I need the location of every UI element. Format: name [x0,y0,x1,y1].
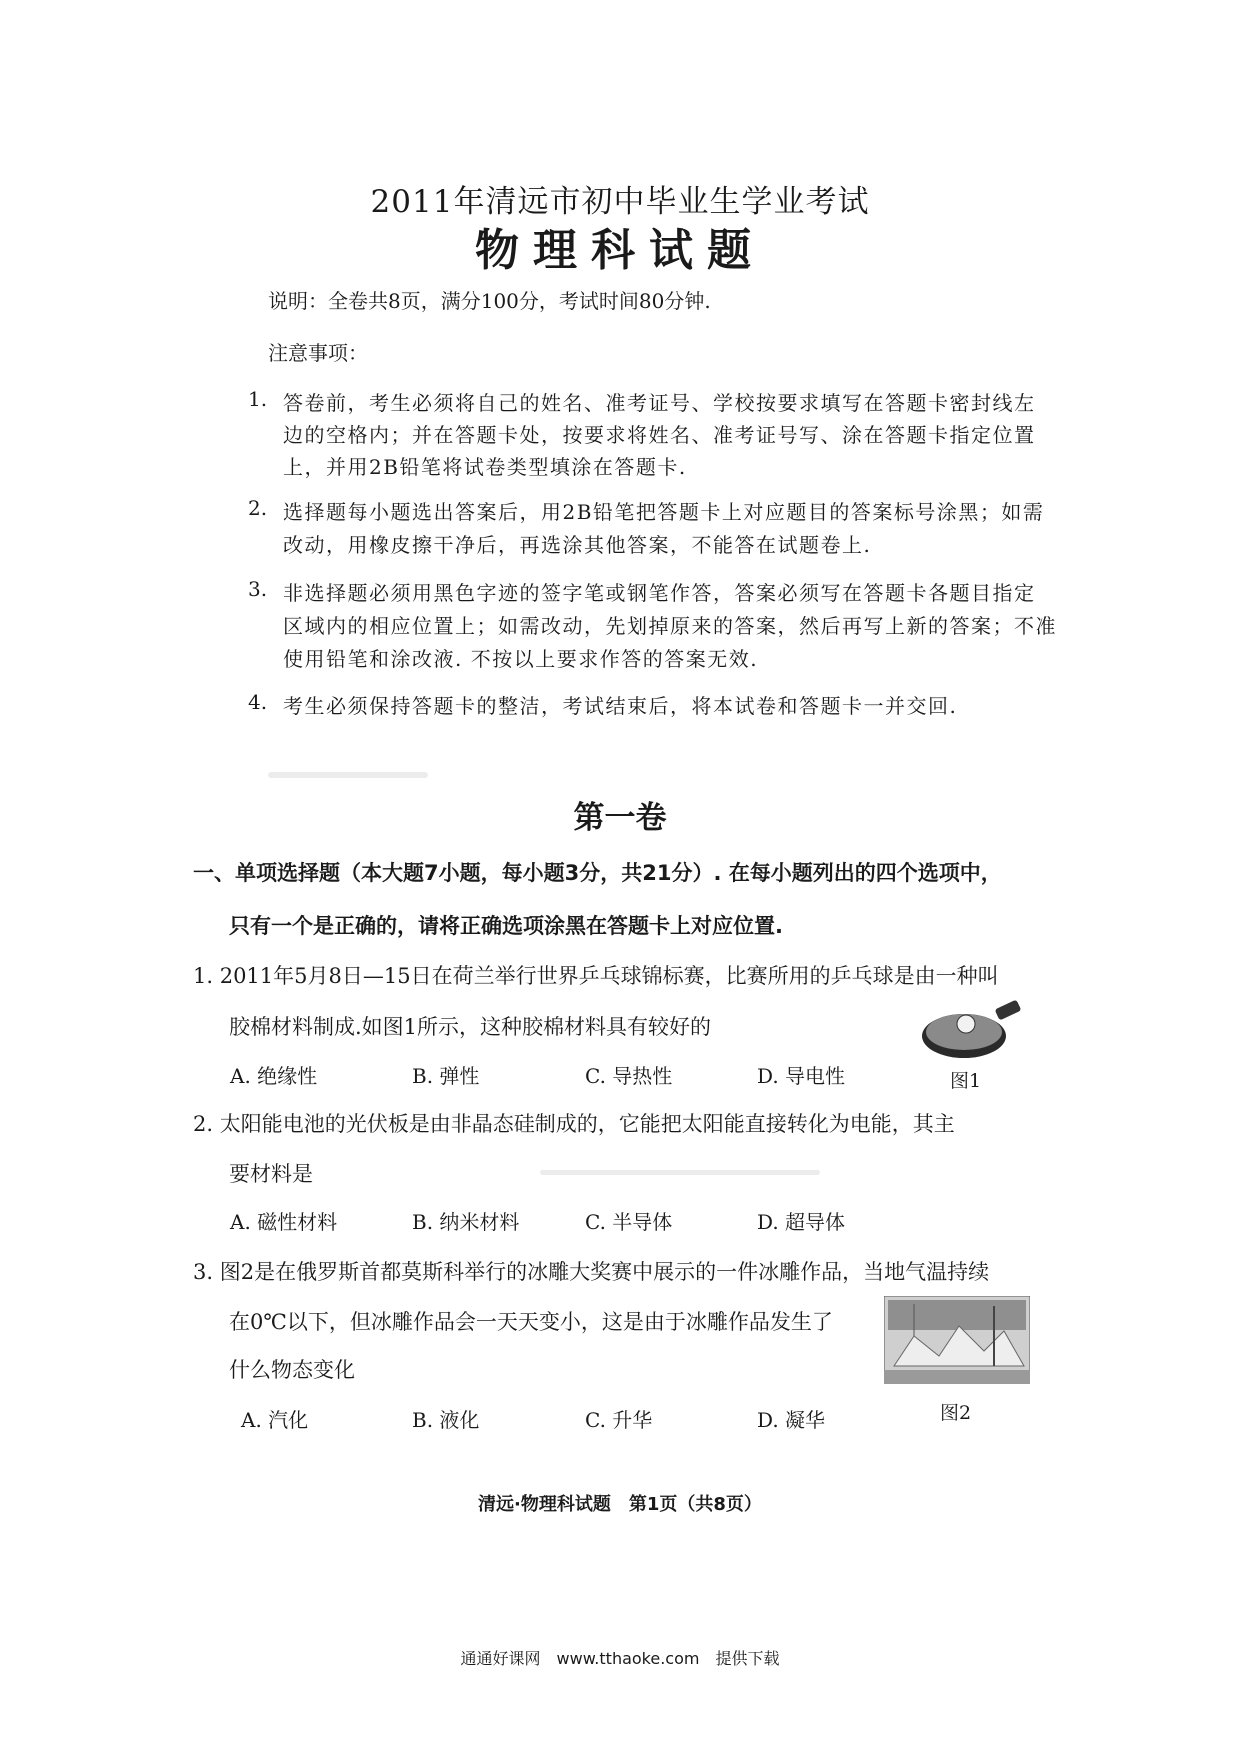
part-instructions-line: 只有一个是正确的，请将正确选项涂黑在答题卡上对应位置. [229,914,783,938]
note-line: 边的空格内；并在答题卡处，按要求将姓名、准考证号写、涂在答题卡指定位置 [283,423,1036,447]
exam-instructions: 说明：全卷共8页，满分100分，考试时间80分钟. [268,289,711,313]
option-a: A. 汽化 [241,1408,309,1432]
option-b: B. 纳米材料 [412,1210,520,1234]
exam-subject-title: 物理科试题 [475,225,765,276]
note-number: 2. [248,496,268,520]
exam-year-title: 2011年清远市初中毕业生学业考试 [370,184,870,220]
note-line: 答卷前，考生必须将自己的姓名、准考证号、学校按要求填写在答题卡密封线左 [283,391,1036,415]
question-line: 要材料是 [229,1162,313,1186]
question-line: 2. 太阳能电池的光伏板是由非晶态硅制成的，它能把太阳能直接转化为电能，其主 [193,1112,955,1136]
option-c: C. 半导体 [585,1210,673,1234]
option-d: D. 凝华 [757,1408,826,1432]
note-line: 上，并用2B铅笔将试卷类型填涂在答题卡. [283,455,687,479]
note-number: 4. [248,690,268,714]
part-instructions-line: 一、单项选择题（本大题7小题，每小题3分，共21分）. 在每小题列出的四个选项中， [193,861,1002,885]
note-line: 使用铅笔和涂改液. 不按以上要求作答的答案无效. [283,647,759,671]
note-number: 3. [248,577,268,601]
question-line: 什么物态变化 [229,1358,355,1382]
option-c: C. 升华 [585,1408,653,1432]
note-number: 1. [248,387,268,411]
option-a: A. 磁性材料 [230,1210,338,1234]
note-line: 选择题每小题选出答案后，用2B铅笔把答题卡上对应题目的答案标号涂黑；如需 [283,500,1045,524]
page-footer: 清远·物理科试题 第1页（共8页） [478,1494,762,1515]
table-tennis-paddle-figure [918,992,1024,1064]
scan-smudge [268,772,428,778]
option-b: B. 液化 [412,1408,480,1432]
question-line: 3. 图2是在俄罗斯首都莫斯科举行的冰雕大奖赛中展示的一件冰雕作品，当地气温持续 [193,1260,990,1284]
section-heading: 第一卷 [573,800,667,836]
option-c: C. 导热性 [585,1064,673,1088]
scan-smudge [540,1170,820,1175]
question-line: 在0℃以下，但冰雕作品会一天天变小，这是由于冰雕作品发生了 [229,1310,833,1334]
figure-caption: 图2 [940,1402,972,1424]
notes-heading: 注意事项： [268,341,368,365]
note-line: 考生必须保持答题卡的整洁，考试结束后，将本试卷和答题卡一并交回. [283,694,958,718]
note-line: 改动，用橡皮擦干净后，再选涂其他答案，不能答在试题卷上. [283,533,872,557]
option-a: A. 绝缘性 [230,1064,318,1088]
option-b: B. 弹性 [412,1064,480,1088]
question-line: 1. 2011年5月8日—15日在荷兰举行世界乒乓球锦标赛，比赛所用的乒乓球是由一种叫 [193,964,999,988]
download-credit: 通通好课网 www.tthaoke.com 提供下载 [460,1649,780,1668]
ice-sculpture-figure [884,1296,1030,1384]
option-d: D. 超导体 [757,1210,846,1234]
option-d: D. 导电性 [757,1064,846,1088]
note-line: 区域内的相应位置上；如需改动，先划掉原来的答案，然后再写上新的答案；不准 [283,614,1057,638]
figure-caption: 图1 [950,1070,982,1092]
question-line: 胶棉材料制成.如图1所示，这种胶棉材料具有较好的 [229,1015,712,1039]
note-line: 非选择题必须用黑色字迹的签字笔或钢笔作答，答案必须写在答题卡各题目指定 [283,581,1036,605]
